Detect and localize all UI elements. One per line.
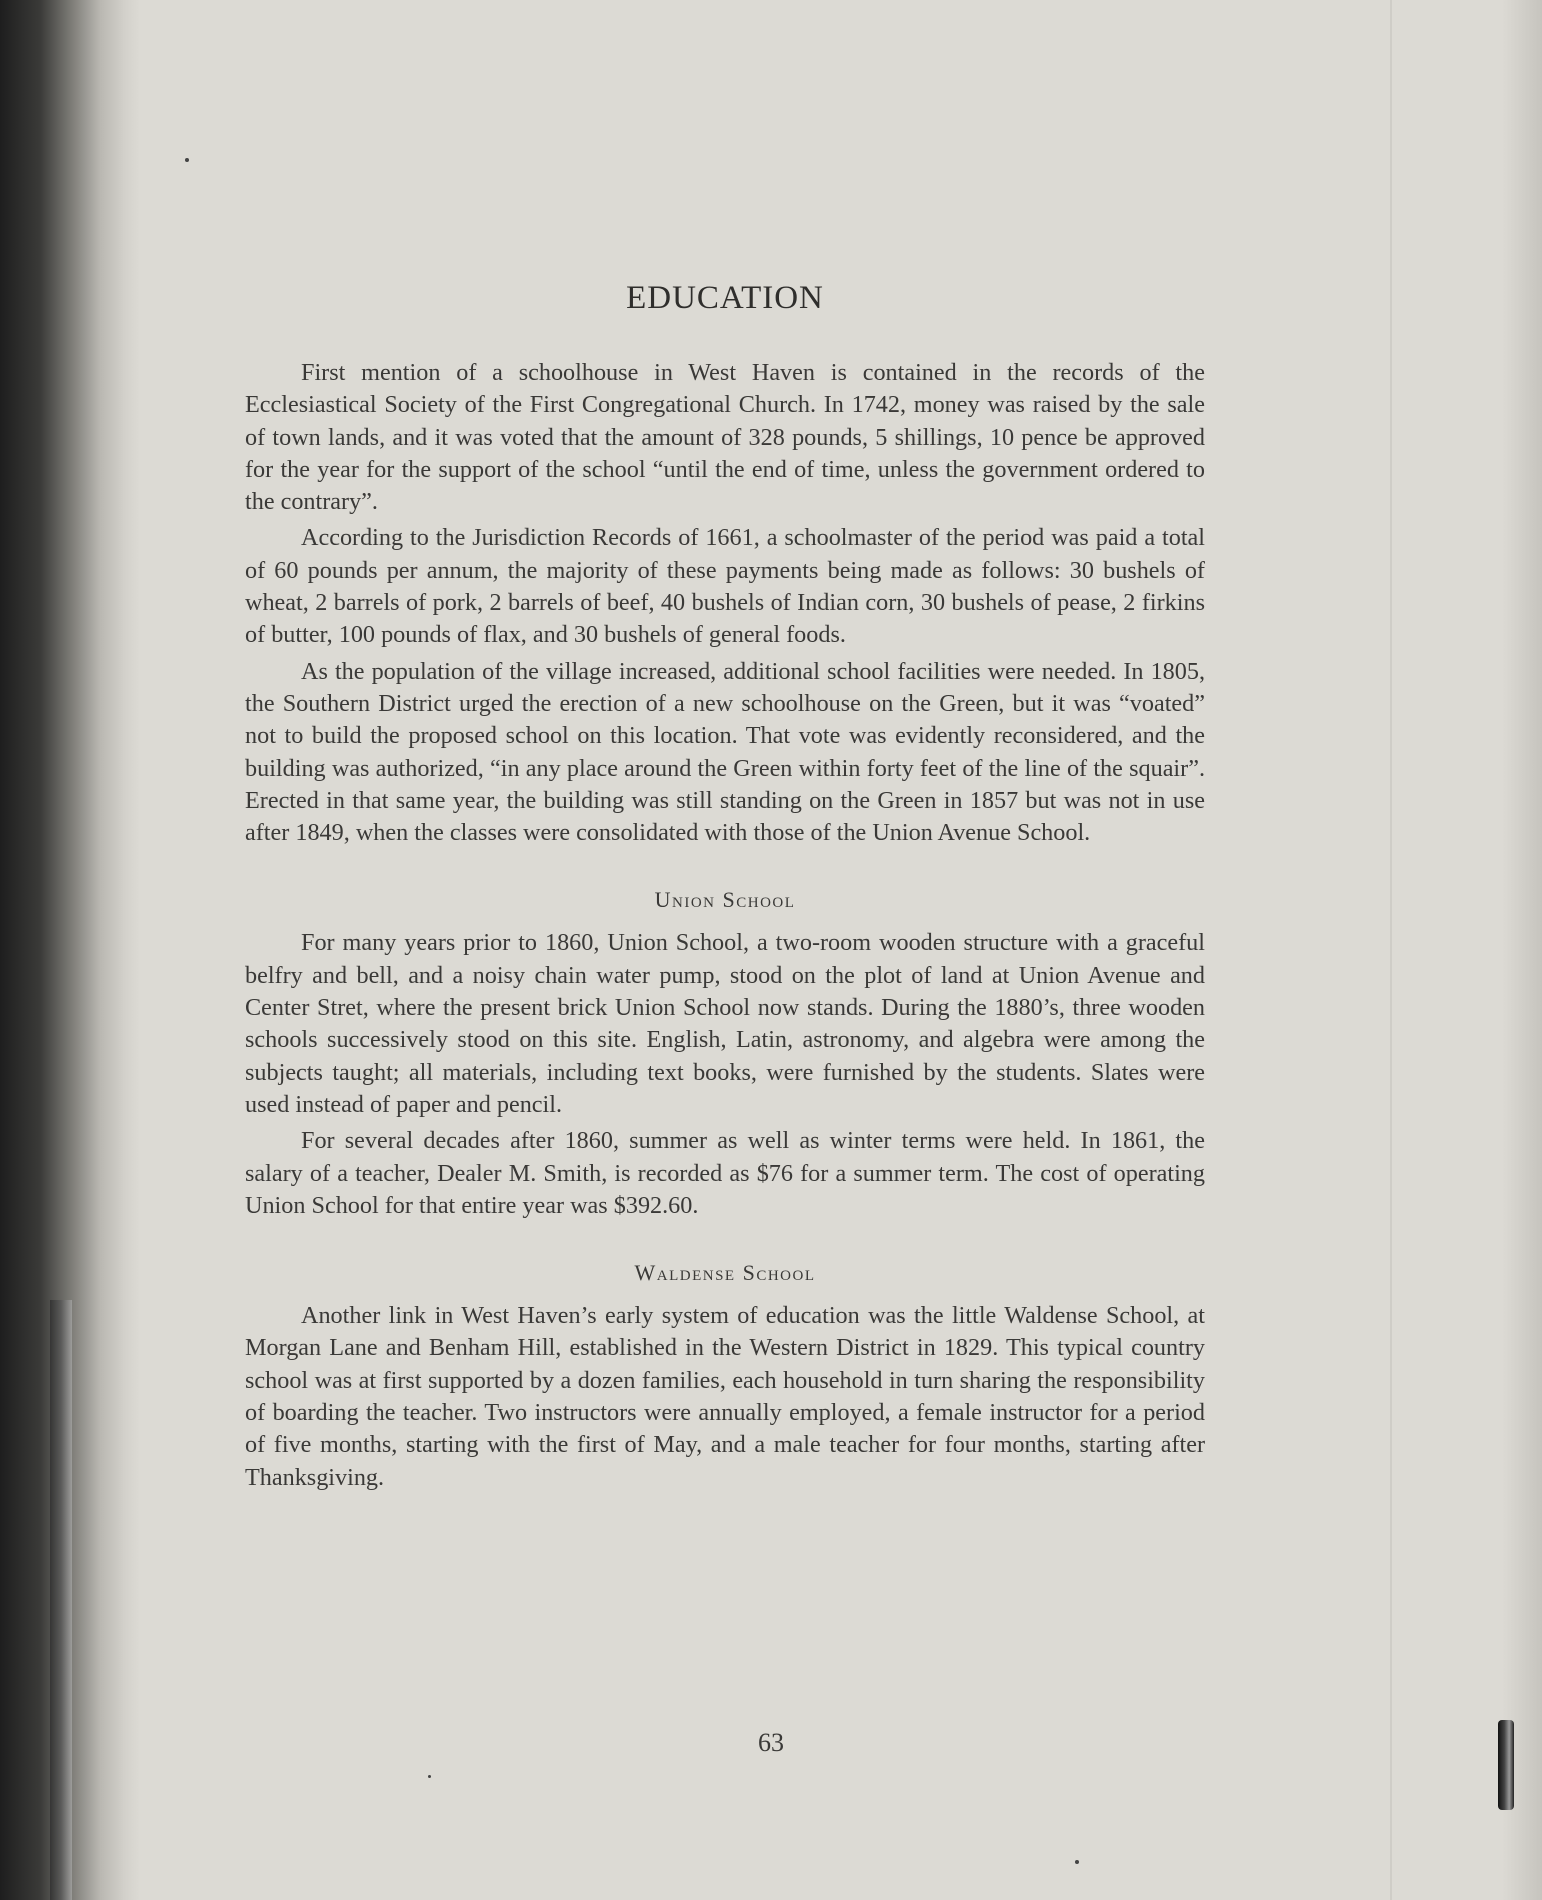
section-heading-union-school: Union School <box>654 887 796 913</box>
paragraph: According to the Jurisdiction Records of 1661, a schoolmaster of the period was paid a total of 60 pounds per annum, the majority of these payments being made as follows: 30 bushels of wheat, 2 barrels of pork, 2 barrels of beef, 40 bushels of Indian corn, 30 bushels of pease, 2 firkins of butter, 100 pounds of flax, and 30 bushels of general foods. <box>245 524 1205 649</box>
page-number: 63 <box>758 1728 784 1757</box>
paragraph: As the population of the village increased, additional school facilities were needed. In 1805, the Southern District urged the erection of a new schoolhouse on the Green, but it was “voated” not to build the proposed school on this location. That vote was evidently reconsidered, and the building was authorized, “in any place around the Green within forty feet of the line of the squair”. Erected in that same year, the building was still standing on the Green in 1857 but was not in use after 1849, when the classes were consolidated with those of the Union Avenue School. <box>245 657 1205 847</box>
page-title: EDUCATION <box>626 280 824 316</box>
dust-speck <box>185 158 189 162</box>
binding-edge <box>50 1300 72 1900</box>
dust-speck <box>428 1775 431 1778</box>
dust-speck <box>1075 1860 1079 1864</box>
section-heading-waldense-school: Waldense School <box>634 1260 816 1286</box>
paragraph: For many years prior to 1860, Union School, a two-room wooden structure with a graceful belfry and bell, and a noisy chain water pump, stood on the plot of land at Union Avenue and Center Stret, where the present brick Union School now stands. During the 1880’s, three wooden schools successively stood on this site. English, Latin, astronomy, and algebra were among the subjects taught; all materials, including text books, were furnished by the students. Slates were used instead of paper and pencil. <box>245 929 1205 1118</box>
page-edge-shadow <box>1502 0 1542 1900</box>
page-fold-line <box>1390 0 1392 1900</box>
paragraph: Another link in West Haven’s early system of education was the little Waldense School, at Morgan Lane and Benham Hill, established in the Western District in 1829. This typical country school was at first supported by a dozen families, each household in turn sharing the responsibility of boarding the teacher. Two instructors were annually employed, a female instructor for a period of five months, starting with the first of May, and a male teacher for four months, starting after Thanksgiving. <box>245 1302 1205 1491</box>
paragraph: For several decades after 1860, summer as well as winter terms were held. In 1861, the salary of a teacher, Dealer M. Smith, is recorded as $76 for a summer term. The cost of operating Union School for that entire year was $392.60. <box>245 1127 1205 1219</box>
paragraph: First mention of a schoolhouse in West Haven is contained in the records of the Ecclesiastical Society of the First Congregational Church. In 1742, money was raised by the sale of town lands, and it was voted that the amount of 328 pounds, 5 shillings, 10 pence be approved for the year for the support of the school “until the end of time, unless the government ordered to the contrary”. <box>245 359 1205 516</box>
page-content <box>245 280 1205 1498</box>
